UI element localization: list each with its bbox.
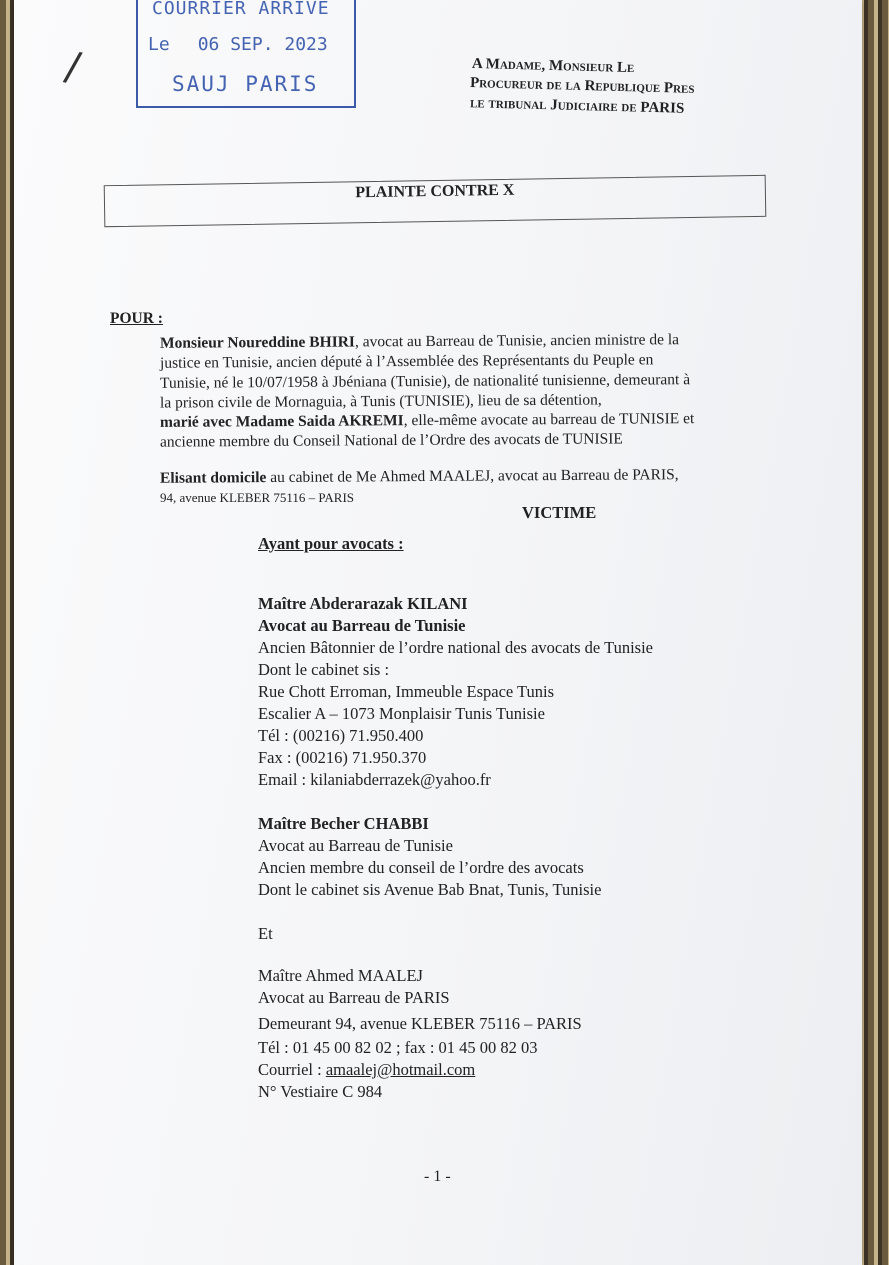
pour-line3: Tunisie, né le 10/07/1958 à Jbéniana (Tunisie), de nationalité tunisienne, demeurant à xyxy=(159,371,691,392)
et-label: Et xyxy=(258,924,273,943)
lawyer1-name: Maître Abderarazak KILANI xyxy=(258,594,468,613)
lawyer1-line1: Ancien Bâtonnier de l’ordre national des avocats de Tunisie xyxy=(258,638,653,657)
elisant-address: 94, avenue KLEBER 75116 – PARIS xyxy=(160,490,355,505)
pour-line4: la prison civile de Mornaguia, à Tunis (TUNISIE), lieu de sa détention, xyxy=(159,391,602,412)
lawyer3-line2: Demeurant 94, avenue KLEBER 75116 – PARIS xyxy=(258,1014,582,1033)
elisant-label: Elisant domicile xyxy=(159,469,267,487)
lawyer1-role: Avocat au Barreau de Tunisie xyxy=(258,616,466,635)
document-page xyxy=(14,0,862,1265)
pour-text5: , elle-même avocate au barreau de TUNISIE et xyxy=(403,410,695,430)
stamp-date: 06 SEP. 2023 xyxy=(197,34,328,55)
stamp-line1: COURRIER ARRIVE xyxy=(152,0,330,19)
lawyer1-line2: Dont le cabinet sis : xyxy=(258,660,390,679)
courriel-link[interactable]: amaalej@hotmail.com xyxy=(325,1060,476,1079)
lawyer3-line1: Avocat au Barreau de PARIS xyxy=(258,988,450,1007)
lawyer3-vestiaire: N° Vestiaire C 984 xyxy=(258,1082,383,1101)
married-name: marié avec Madame Saida AKREMI xyxy=(159,412,404,431)
victime-label: VICTIME xyxy=(522,503,597,522)
page-number: - 1 - xyxy=(424,1168,451,1185)
lawyer1-line4: Escalier A – 1073 Monplaisir Tunis Tunisie xyxy=(258,704,545,723)
stamp-line2 xyxy=(148,34,328,55)
pour-heading: POUR : xyxy=(110,310,163,327)
pour-line1 xyxy=(160,331,679,353)
lawyers-heading: Ayant pour avocats : xyxy=(258,534,404,553)
lawyer2-line2: Ancien membre du conseil de l’ordre des avocats xyxy=(258,858,584,877)
lawyer3-line3: Tél : 01 45 00 82 02 ; fax : 01 45 00 82 03 xyxy=(258,1038,538,1057)
addressee-line3: le tribunal Judiciaire de PARIS xyxy=(469,95,685,117)
addressee-line1: A Madame, Monsieur Le xyxy=(471,55,635,77)
lawyer2-line1: Avocat au Barreau de Tunisie xyxy=(258,836,453,855)
handwritten-mark: / xyxy=(61,43,85,91)
lawyer3-courriel-line xyxy=(258,1060,475,1080)
title-box xyxy=(104,175,767,227)
courriel-label: Courriel : xyxy=(258,1060,326,1079)
pour-line6: ancienne membre du Conseil National de l’Ordre des avocats de TUNISIE xyxy=(159,430,623,451)
lawyer3-name: Maître Ahmed MAALEJ xyxy=(258,966,423,985)
pour-line2: justice en Tunisie, ancien député à l’Assemblée des Représentants du Peuple en xyxy=(159,351,654,372)
addressee-line2: Procureur de la Republique Pres xyxy=(469,75,695,97)
stamp-line3: SAUJ PARIS xyxy=(172,72,319,96)
pour-line5 xyxy=(160,410,694,432)
elisant-line xyxy=(160,466,679,488)
lawyer1-fax: Fax : (00216) 71.950.370 xyxy=(258,748,427,767)
received-stamp xyxy=(136,0,356,108)
victim-name: Monsieur Noureddine BHIRI xyxy=(159,333,355,352)
lawyer1-tel: Tél : (00216) 71.950.400 xyxy=(258,726,424,745)
lawyer1-email: Email : kilaniabderrazek@yahoo.fr xyxy=(258,770,491,789)
stamp-le: Le xyxy=(148,34,170,55)
lawyer2-line3: Dont le cabinet sis Avenue Bab Bnat, Tunis, Tunisie xyxy=(258,880,602,899)
lawyer1-line3: Rue Chott Erroman, Immeuble Espace Tunis xyxy=(258,682,555,701)
elisant-rest: au cabinet de Me Ahmed MAALEJ, avocat au Barreau de PARIS, xyxy=(266,466,679,487)
pour-text1: , avocat au Barreau de Tunisie, ancien ministre de la xyxy=(354,331,680,351)
document-title: PLAINTE CONTRE X xyxy=(355,181,515,202)
lawyer2-name: Maître Becher CHABBI xyxy=(258,814,429,833)
